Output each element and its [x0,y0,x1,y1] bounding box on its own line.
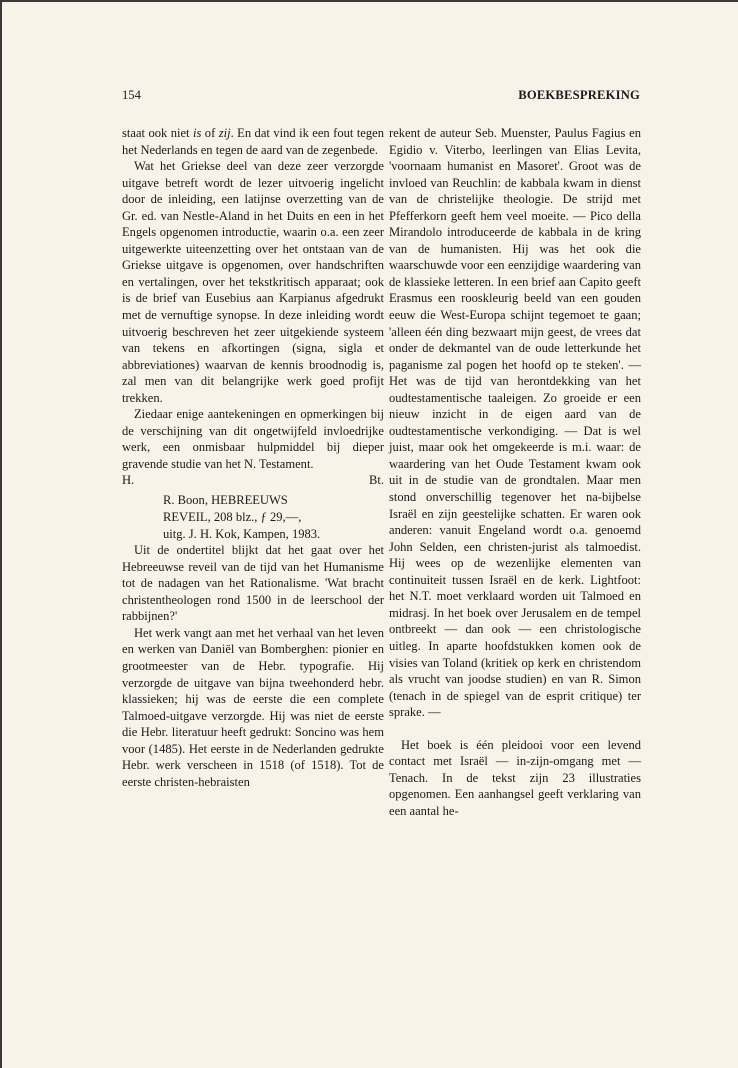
left-column [122,125,384,790]
signature-right: Bt. [369,473,384,488]
right-column [389,125,641,819]
running-head: BOEKBESPREKING [518,88,640,102]
paragraph: Ziedaar enige aantekeningen en opmerkingen bij de verschijning van dit ongetwijfeld invloedrijke werk, een onmisbaar hulpmiddel bij dieper gravende studie van het N. Testament. [122,407,384,471]
page-number: 154 [122,88,141,102]
paragraph-gap [389,721,641,737]
paragraph: Het werk vangt aan met het verhaal van het leven en werken van Daniël van Bomberghen: pionier en grootmeester van de Hebr. typografie. Hij verzorgde de uitgave van bijna tweehonderd hebr. klassieken; hij was de eerste die een complete Talmoed-uitgave verzorgde. Hij was niet de eerste die Hebr. literatuur heeft gedrukt: Soncino was hem voor (1485). Het eerste in de Nederlanden gedrukte Hebr. werk verscheen in 1518 (of 1518). Tot de eerste christen-hebraisten [122,625,384,789]
paragraph: staat ook niet is of zij. En dat vind ik een fout tegen het Nederlands en tegen de aard van de zegenbede. [122,126,384,157]
paragraph: Uit de ondertitel blijkt dat het gaat over het Hebreeuwse reveil van de tijd van het Humanisme tot de nadagen van het Rationalisme. 'Wat bracht christentheologen rond 1500 in de leerschool der rabbijnen?' [122,543,384,624]
paragraph: rekent de auteur Seb. Muenster, Paulus Fagius en Egidio v. Viterbo, leerlingen van Elias Levita, 'voornaam humanist en Masoret'. Groot was de invloed van Reuchlin: de kabbala kwam in dienst van de christelijke theologie. De strijd met Pfefferkorn geeft hem veel moeite. — Pico della Mirandolo introduceerde de kabbala in de kring van de humanisten. Hij was het ook die waarschuwde voor een eenzijdige waardering van de klassieke letteren. In een brief aan Capito geeft Erasmus een rooskleurig beeld van een gouden eeuw die West-Europa schijnt tegemoet te gaan; 'alleen één ding bezwaart mijn geest, de vrees dat onder de dekmantel van de oude letterkunde het paganisme zal pogen het hoofd op te steken'. — Het was de tijd van herontdekking van het oudtestamentische taaleigen. Zo groeide er een nieuw inzicht in de eigen aard van de oudtestamentische verkondiging. — Dat is wel juist, maar ook het omgekeerde is m.i. waar: de waardering van het Oude Testament kwam ook uit in de studie van de grondtalen. Maar men stond onverschillig tegenover het na-bijbelse Israël en zijn geestelijke schatten. Er waren ook anderen: vanuit Engeland wordt o.a. genoemd John Selden, een christen-jurist als talmoedist. Hij wees op de wezenlijke elementen van continuiteit tussen Israël en de kerk. Lightfoot: het N.T. moet verklaard worden uit Talmoed en midrasj. In het boek over Jerusalem en de tempel ontbreekt — dan ook — een christologische uitleg. In aparte hoofdstukken komen ook de visies van Toland (kritiek op kerk en christendom als vrucht van joodse studien) en van R. Simon (tenach in de spiegel van de esprit critique) ter sprake. — [389,126,641,720]
paragraph: Het boek is één pleidooi voor een levend contact met Israël — in-zijn-omgang met — Tenach. In de tekst zijn 23 illustraties opgenomen. Een aanhangsel geeft verklaring van een aantal he- [389,737,641,818]
signature-left: H. [122,473,135,488]
reviewer-signature [122,472,384,489]
book-reference: R. Boon, HEBREEUWS REVEIL, 208 blz., ƒ 29,—, uitg. J. H. Kok, Kampen, 1983. [163,493,321,541]
paragraph: Wat het Griekse deel van deze zeer verzorgde uitgave betreft wordt de lezer uitvoerig ingelicht door de inleiding, een latijnse overzetting van de Gr. ed. van Nestle-Aland in het Duits en een in het Engels opgenomen introductie, waarin o.a. een zeer uitgewerkte uiteenzetting over het ontstaan van de Griekse uitgave is opgenomen, over handschriften en vertalingen, over het tekstkritisch apparaat; ook is de brief van Eusebius aan Karpianus afgedrukt met de vernuftige synopse. In deze inleiding wordt uitvoerig beschreven het zeer uitgekiende systeem van tekens en afkortingen (signa, sigla et abbreviationes) waarvan de kennis broodnodig is, zal men van dit belangrijke werk goed profijt trekken. [122,159,384,405]
page-header [122,88,640,104]
italic-word: zij [218,126,231,140]
italic-word: is [192,126,202,140]
